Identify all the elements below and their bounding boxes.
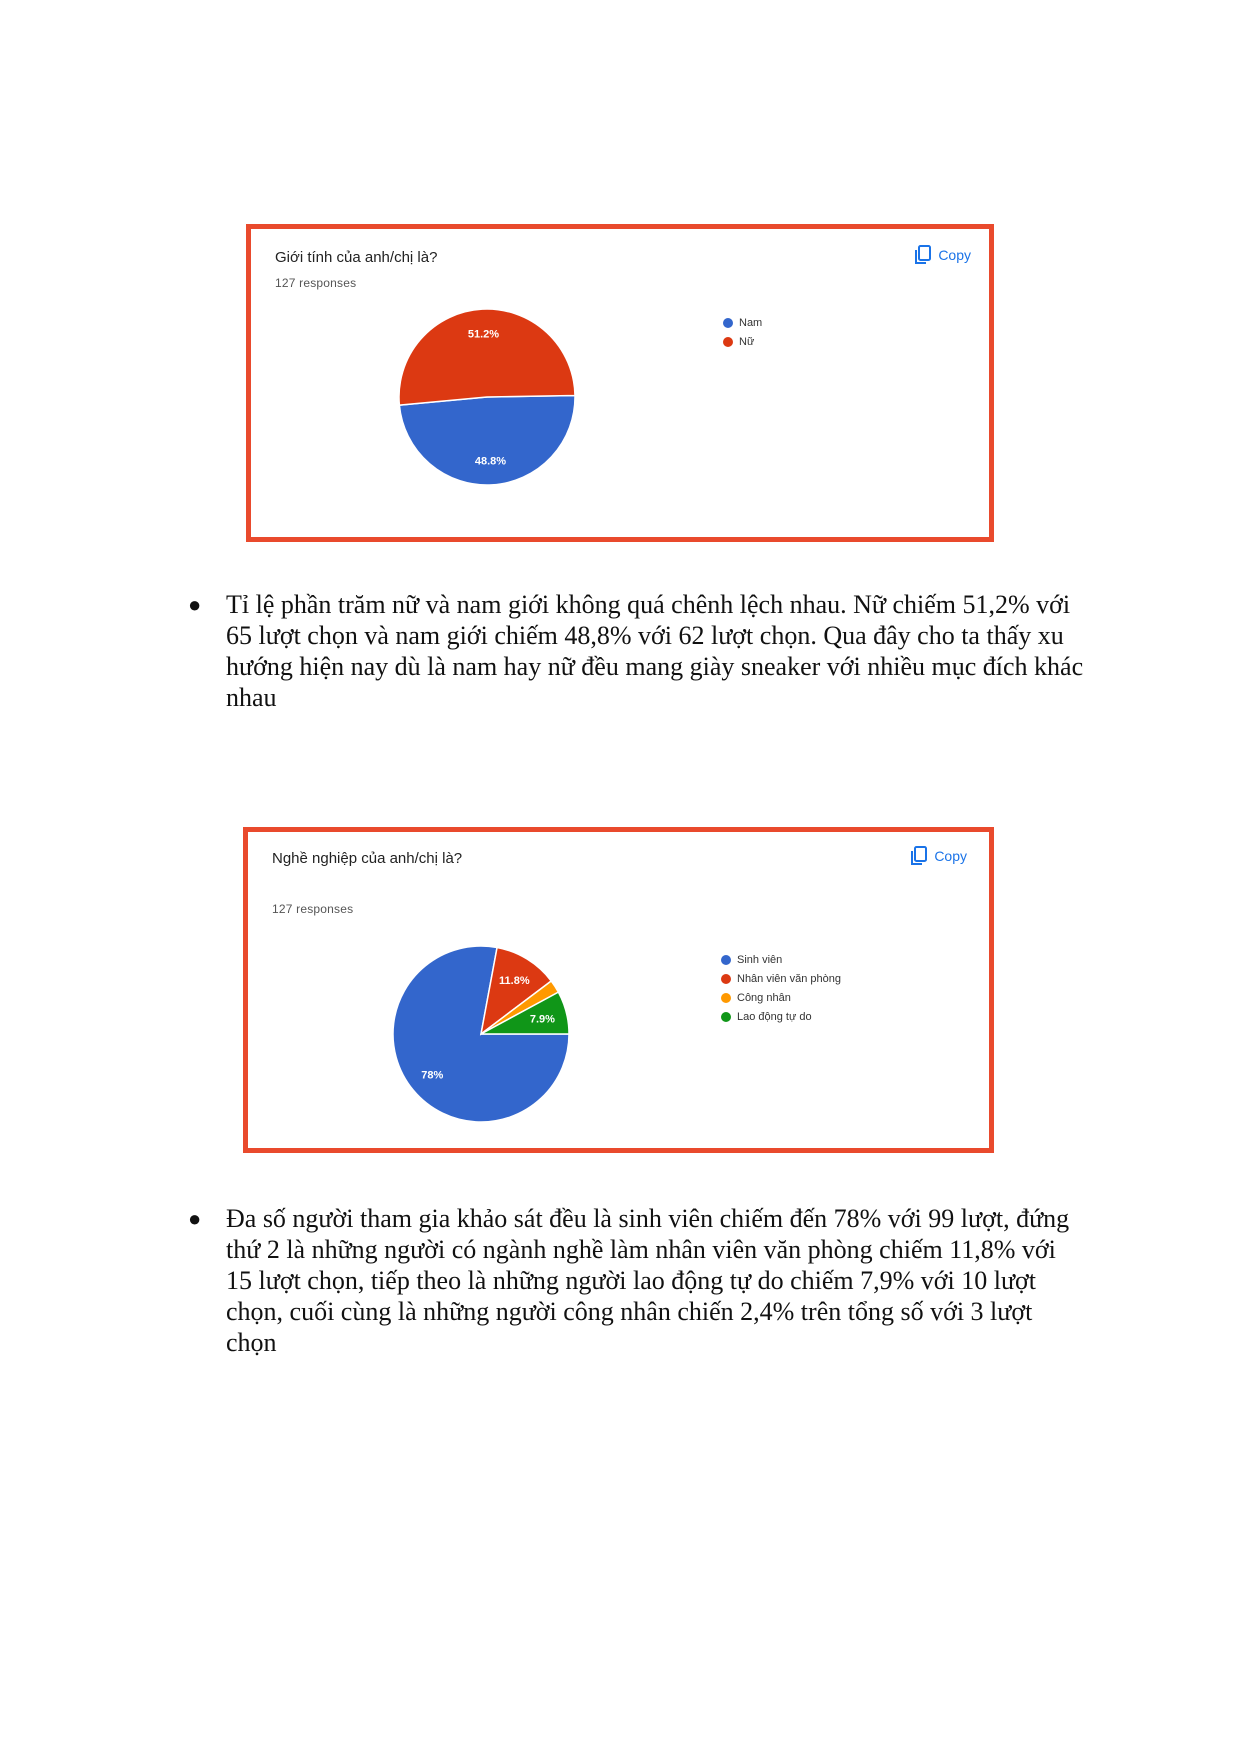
chart-title: Nghề nghiệp của anh/chị là?	[272, 850, 463, 867]
gender-chart-card	[246, 224, 994, 542]
pie-slice-label: 48.8%	[474, 455, 507, 468]
pie-slice-label: 78%	[421, 1069, 444, 1082]
pie-slice	[399, 395, 575, 485]
copy-label: Copy	[938, 247, 971, 263]
copy-icon	[914, 245, 932, 265]
gender-summary-paragraph: Tỉ lệ phần trăm nữ và nam giới không quá chênh lệch nhau. Nữ chiếm 51,2% với 65 lượt chọn và nam giới chiếm 48,8% với 62 lượt chọn. Qua đây cho ta thấy xu hướng hiện nay dù là nam hay nữ đều mang giày sneaker với nhiều mục đích khác nhau	[226, 590, 1084, 712]
legend-item	[721, 950, 841, 969]
occupation-chart-card	[243, 827, 994, 1153]
legend-swatch	[721, 1012, 731, 1022]
copy-icon	[910, 846, 928, 866]
legend-item	[721, 988, 841, 1007]
legend-item	[721, 1007, 841, 1026]
bullet-marker: ●	[188, 592, 202, 617]
chart-title: Giới tính của anh/chị là?	[275, 249, 438, 266]
legend-item	[723, 332, 762, 351]
legend-swatch	[723, 318, 733, 328]
copy-button[interactable]	[910, 846, 967, 866]
legend-label: Sinh viên	[737, 953, 783, 966]
chart-legend	[721, 950, 841, 1026]
legend-swatch	[721, 955, 731, 965]
chart-legend	[723, 313, 762, 351]
pie-slice-label: 7.9%	[529, 1013, 555, 1026]
legend-item	[721, 969, 841, 988]
bullet-marker: ●	[188, 1206, 202, 1231]
legend-swatch	[723, 337, 733, 347]
legend-label: Nam	[739, 316, 763, 329]
occupation-pie-chart	[381, 934, 581, 1134]
legend-label: Lao động tự do	[737, 1010, 812, 1023]
legend-swatch	[721, 974, 731, 984]
occupation-summary-paragraph: Đa số người tham gia khảo sát đều là sinh viên chiếm đến 78% với 99 lượt, đứng thứ 2 là những người có ngành nghề làm nhân viên văn phòng chiếm 11,8% với 15 lượt chọn, tiếp theo là những người lao động tự do chiếm 7,9% với 10 lượt chọn, cuối cùng là những người công nhân chiến 2,4% trên tổng số với 3 lượt chọn	[226, 1204, 1070, 1357]
copy-button[interactable]	[914, 245, 971, 265]
pie-slice-label: 11.8%	[499, 975, 530, 988]
pie-slice	[399, 309, 575, 405]
gender-pie-chart	[387, 297, 587, 497]
legend-label: Công nhân	[737, 991, 791, 1004]
copy-label: Copy	[934, 848, 967, 864]
responses-count: 127 responses	[275, 276, 357, 290]
responses-count: 127 responses	[272, 902, 354, 916]
legend-label: Nhân viên văn phòng	[737, 972, 841, 985]
pie-slice-label: 51.2%	[467, 328, 500, 341]
legend-item	[723, 313, 762, 332]
legend-swatch	[721, 993, 731, 1003]
legend-label: Nữ	[739, 335, 755, 348]
